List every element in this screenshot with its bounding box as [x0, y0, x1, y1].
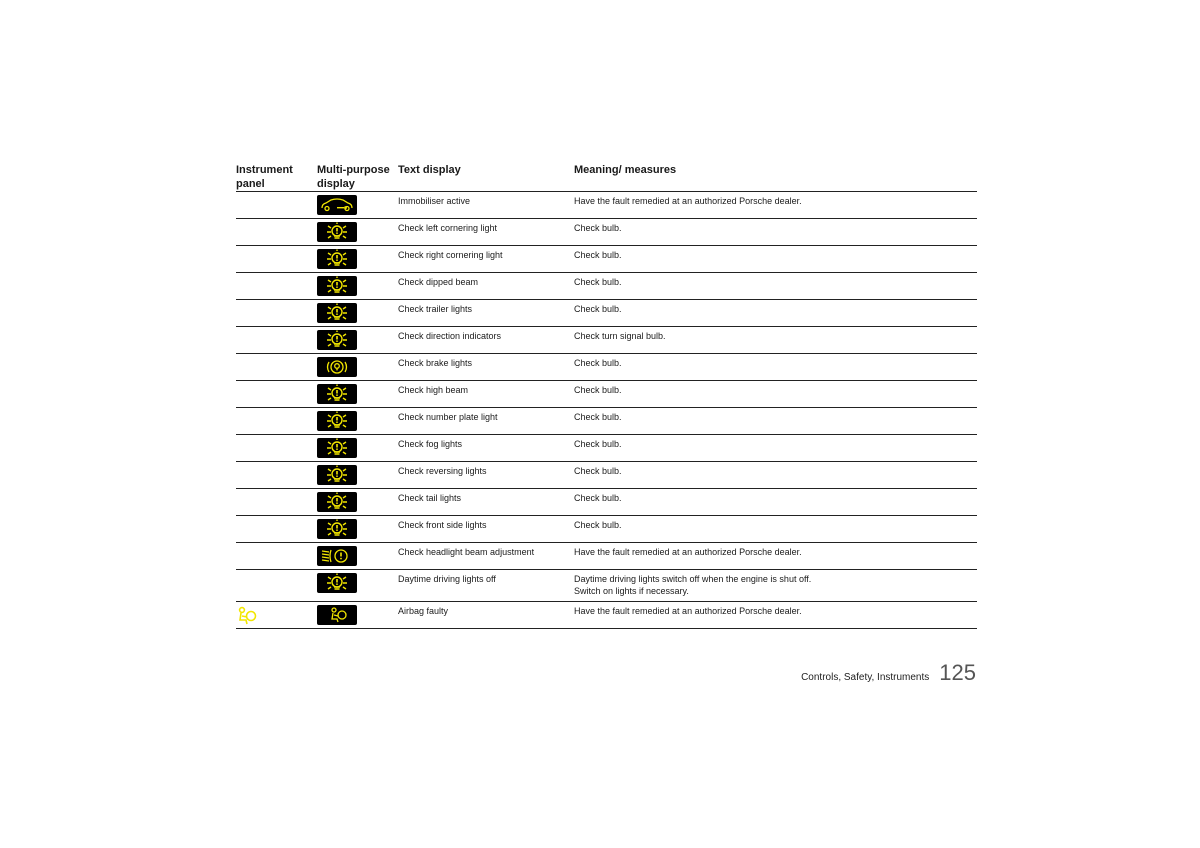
multi-purpose-display-cell — [317, 273, 398, 299]
table-row — [236, 327, 977, 354]
meaning-cell: Check bulb. — [574, 439, 622, 449]
header-multi-purpose-display: Multi-purpose display — [317, 164, 390, 190]
text-display-cell: Check high beam — [398, 385, 469, 395]
instrument-panel-cell — [236, 327, 317, 353]
bulb-warning-icon — [317, 222, 357, 242]
text-display-cell: Daytime driving lights off — [398, 574, 496, 584]
meaning-cell: Check bulb. — [574, 277, 622, 287]
page-footer — [801, 660, 976, 686]
meaning-cell: Check bulb. — [574, 385, 622, 395]
meaning-cell: Check bulb. — [574, 304, 622, 314]
bulb-warning-icon — [317, 276, 357, 296]
meaning-cell: Check bulb. — [574, 493, 622, 503]
meaning-cell: Check bulb. — [574, 520, 622, 530]
multi-purpose-display-cell — [317, 408, 398, 434]
table-row — [236, 246, 977, 273]
meaning-cell: Check bulb. — [574, 223, 622, 233]
bulb-warning-icon — [317, 519, 357, 539]
instrument-panel-cell — [236, 192, 317, 218]
instrument-panel-cell — [236, 408, 317, 434]
multi-purpose-display-cell — [317, 354, 398, 380]
meaning-cell: Have the fault remedied at an authorized Porsche dealer. — [574, 196, 802, 206]
table-row — [236, 273, 977, 300]
meaning-cell: Check bulb. — [574, 466, 622, 476]
section-title: Controls, Safety, Instruments — [801, 672, 930, 683]
bulb-warning-icon — [317, 249, 357, 269]
text-display-cell: Check brake lights — [398, 358, 473, 368]
text-display-cell: Check left cornering light — [398, 223, 498, 233]
meaning-cell: Check bulb. — [574, 250, 622, 260]
instrument-panel-cell — [236, 300, 317, 326]
multi-purpose-display-cell — [317, 246, 398, 272]
multi-purpose-display-cell — [317, 219, 398, 245]
bulb-warning-icon — [317, 492, 357, 512]
instrument-panel-cell — [236, 602, 317, 628]
table-row — [236, 300, 977, 327]
bulb-warning-icon — [317, 438, 357, 458]
text-display-cell: Check reversing lights — [398, 466, 487, 476]
table-row — [236, 489, 977, 516]
instrument-panel-cell — [236, 462, 317, 488]
instrument-panel-cell — [236, 246, 317, 272]
instrument-panel-cell — [236, 570, 317, 601]
bulb-warning-icon — [317, 411, 357, 431]
instrument-panel-cell — [236, 435, 317, 461]
bulb-warning-icon — [317, 384, 357, 404]
multi-purpose-display-cell — [317, 570, 398, 601]
table-row — [236, 602, 977, 629]
header-text-display: Text display — [398, 164, 461, 176]
table-row — [236, 192, 977, 219]
text-display-cell: Check tail lights — [398, 493, 462, 503]
airbag-icon — [236, 606, 317, 626]
instrument-panel-cell — [236, 516, 317, 542]
table-row — [236, 435, 977, 462]
meaning-cell: Daytime driving lights switch off when the engine is shut off. Switch on lights if necessary. — [574, 574, 812, 596]
table-header — [236, 162, 977, 192]
multi-purpose-display-cell — [317, 327, 398, 353]
warning-messages-table — [236, 162, 977, 629]
text-display-cell: Immobiliser active — [398, 196, 471, 206]
headlight-adjust-icon — [317, 546, 357, 566]
text-display-cell: Check front side lights — [398, 520, 487, 530]
table-body — [236, 192, 977, 629]
text-display-cell: Check number plate light — [398, 412, 498, 422]
bulb-warning-icon — [317, 573, 357, 593]
table-row — [236, 516, 977, 543]
table-row — [236, 543, 977, 570]
multi-purpose-display-cell — [317, 300, 398, 326]
instrument-panel-cell — [236, 489, 317, 515]
multi-purpose-display-cell — [317, 543, 398, 569]
text-display-cell: Check fog lights — [398, 439, 463, 449]
text-display-cell: Check direction indicators — [398, 331, 502, 341]
multi-purpose-display-cell — [317, 192, 398, 218]
bulb-warning-icon — [317, 330, 357, 350]
instrument-panel-cell — [236, 354, 317, 380]
text-display-cell: Check dipped beam — [398, 277, 479, 287]
text-display-cell: Check right cornering light — [398, 250, 503, 260]
table-row — [236, 462, 977, 489]
table-row — [236, 219, 977, 246]
airbag-icon — [317, 605, 357, 625]
instrument-panel-cell — [236, 273, 317, 299]
meaning-cell: Have the fault remedied at an authorized Porsche dealer. — [574, 547, 802, 557]
brake-light-icon — [317, 357, 357, 377]
meaning-cell: Check bulb. — [574, 412, 622, 422]
multi-purpose-display-cell — [317, 516, 398, 542]
table-row — [236, 570, 977, 602]
immobiliser-icon — [317, 195, 357, 215]
instrument-panel-cell — [236, 381, 317, 407]
meaning-cell: Check turn signal bulb. — [574, 331, 666, 341]
meaning-cell: Have the fault remedied at an authorized Porsche dealer. — [574, 606, 802, 616]
table-row — [236, 381, 977, 408]
instrument-panel-cell — [236, 219, 317, 245]
table-row — [236, 354, 977, 381]
header-instrument-panel: Instrument panel — [236, 164, 293, 190]
table-row — [236, 408, 977, 435]
multi-purpose-display-cell — [317, 489, 398, 515]
text-display-cell: Check trailer lights — [398, 304, 473, 314]
multi-purpose-display-cell — [317, 462, 398, 488]
instrument-panel-cell — [236, 543, 317, 569]
bulb-warning-icon — [317, 465, 357, 485]
text-display-cell: Airbag faulty — [398, 606, 449, 616]
multi-purpose-display-cell — [317, 435, 398, 461]
multi-purpose-display-cell — [317, 381, 398, 407]
bulb-warning-icon — [317, 303, 357, 323]
multi-purpose-display-cell — [317, 602, 398, 628]
page-number: 125 — [939, 660, 976, 685]
meaning-cell: Check bulb. — [574, 358, 622, 368]
text-display-cell: Check headlight beam adjustment — [398, 547, 535, 557]
header-meaning: Meaning/ measures — [574, 164, 677, 176]
